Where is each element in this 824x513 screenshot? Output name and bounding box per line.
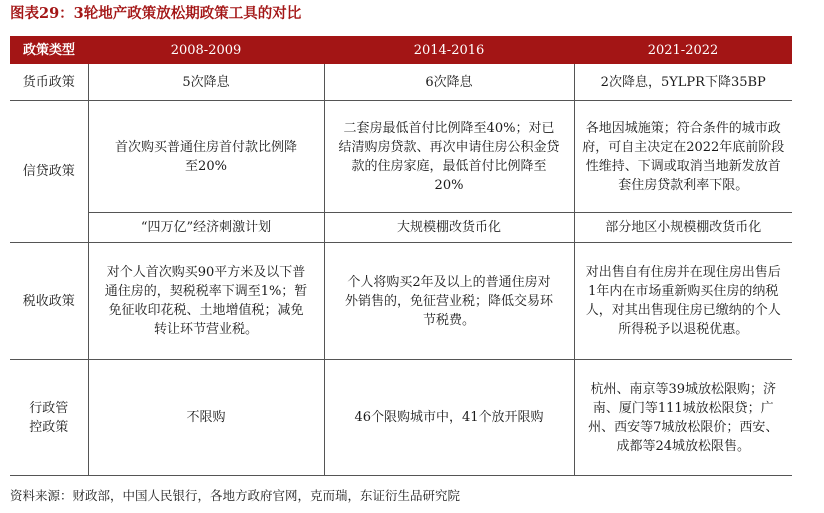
table-row [10,64,792,101]
row-category-money: 货币政策 [10,64,88,101]
figure-title: 图表29：3轮地产政策放松期政策工具的对比 [10,5,302,22]
row-category-credit: 信贷政策 [10,101,88,243]
table-row [10,360,792,476]
cell-credit-2021: 各地因城施策；符合条件的城市政府，可自主决定在2022年底前阶段性维持、下调或取消当地新发放首套住房贷款利率下限。 [574,101,792,213]
cell-credit-extra-2014: 大规模棚改货币化 [324,213,574,243]
row-category-tax: 税收政策 [10,243,88,360]
cell-money-2008: 5次降息 [88,64,324,101]
cell-admin-2014: 46个限购城市中，41个放开限购 [324,360,574,476]
table-row [10,243,792,360]
cell-tax-2008: 对个人首次购买90平方米及以下普通住房的，契税税率下调至1%；暂免征收印花税、土地增值税；减免转让环节营业税。 [88,243,324,360]
header-period-2014: 2014-2016 [324,36,574,64]
table-row [10,101,792,213]
cell-credit-extra-2021: 部分地区小规模棚改货币化 [574,213,792,243]
cell-tax-2014: 个人将购买2年及以上的普通住房对外销售的，免征营业税；降低交易环节税费。 [324,243,574,360]
table-row [10,213,792,243]
header-period-2008: 2008-2009 [88,36,324,64]
cell-credit-2008: 首次购买普通住房首付款比例降至20% [88,101,324,213]
cell-money-2021: 2次降息，5YLPR下降35BP [574,64,792,101]
cell-credit-extra-2008: “四万亿”经济刺激计划 [88,213,324,243]
table-header-row [10,36,792,64]
cell-admin-2008: 不限购 [88,360,324,476]
cell-tax-2021: 对出售自有住房并在现住房出售后1年内在市场重新购买住房的纳税人，对其出售现住房已缴纳的个人所得税予以退税优惠。 [574,243,792,360]
policy-comparison-table [10,36,792,476]
cell-money-2014: 6次降息 [324,64,574,101]
source-note: 资料来源：财政部，中国人民银行，各地方政府官网，克而瑞，东证衍生品研究院 [10,488,461,503]
header-policy-type: 政策类型 [10,36,88,64]
header-period-2021: 2021-2022 [574,36,792,64]
row-category-admin: 行政管控政策 [10,360,88,476]
cell-credit-2014: 二套房最低首付比例降至40%；对已结清购房贷款、再次申请住房公积金贷款的住房家庭，最低首付比例降至20% [324,101,574,213]
cell-admin-2021: 杭州、南京等39城放松限购；济南、厦门等111城放松限贷；广州、西安等7城放松限价；西安、成都等24城放松限售。 [574,360,792,476]
